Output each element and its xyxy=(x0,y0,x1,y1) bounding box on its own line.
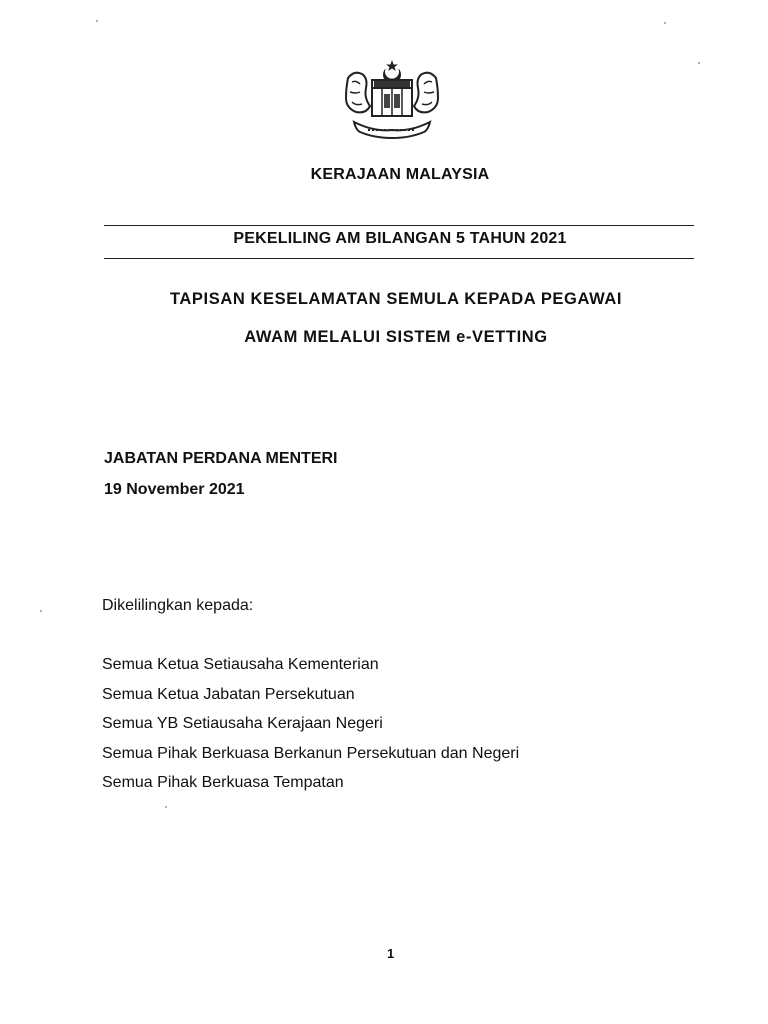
circular-number: PEKELILING AM BILANGAN 5 TAHUN 2021 xyxy=(233,230,567,247)
recipient-item: Semua Pihak Berkuasa Berkanun Persekutuan dan Negeri xyxy=(102,744,520,762)
recipient-item: Semua Ketua Setiausaha Kementerian xyxy=(102,656,379,673)
recipient-list xyxy=(102,655,519,803)
document-title-line-1: TAPISAN KESELAMATAN SEMULA KEPADA PEGAWAI xyxy=(169,290,623,308)
government-heading: KERAJAAN MALAYSIA xyxy=(310,166,490,183)
issuing-department: JABATAN PERDANA MENTERI xyxy=(104,450,338,467)
distribution-label: Dikelilingkan kepada: xyxy=(102,597,254,614)
document-title-line-2: AWAM MELALUI SISTEM e-VETTING xyxy=(244,328,548,346)
scan-speck xyxy=(664,22,666,24)
recipient-item: Semua Ketua Jabatan Persekutuan xyxy=(102,685,355,703)
recipient-item: Semua YB Setiausaha Kerajaan Negeri xyxy=(102,715,383,732)
recipient-item: Semua Pihak Berkuasa Tempatan xyxy=(102,774,344,791)
issue-date: 19 November 2021 xyxy=(104,481,245,498)
scan-speck xyxy=(165,806,167,808)
page-number: 1 xyxy=(387,946,395,961)
malaysia-coat-of-arms-icon xyxy=(338,58,446,142)
scan-speck xyxy=(96,20,98,22)
scan-speck xyxy=(698,62,700,64)
divider-top xyxy=(104,225,694,226)
scan-speck xyxy=(40,610,42,612)
divider-bottom xyxy=(104,258,694,259)
